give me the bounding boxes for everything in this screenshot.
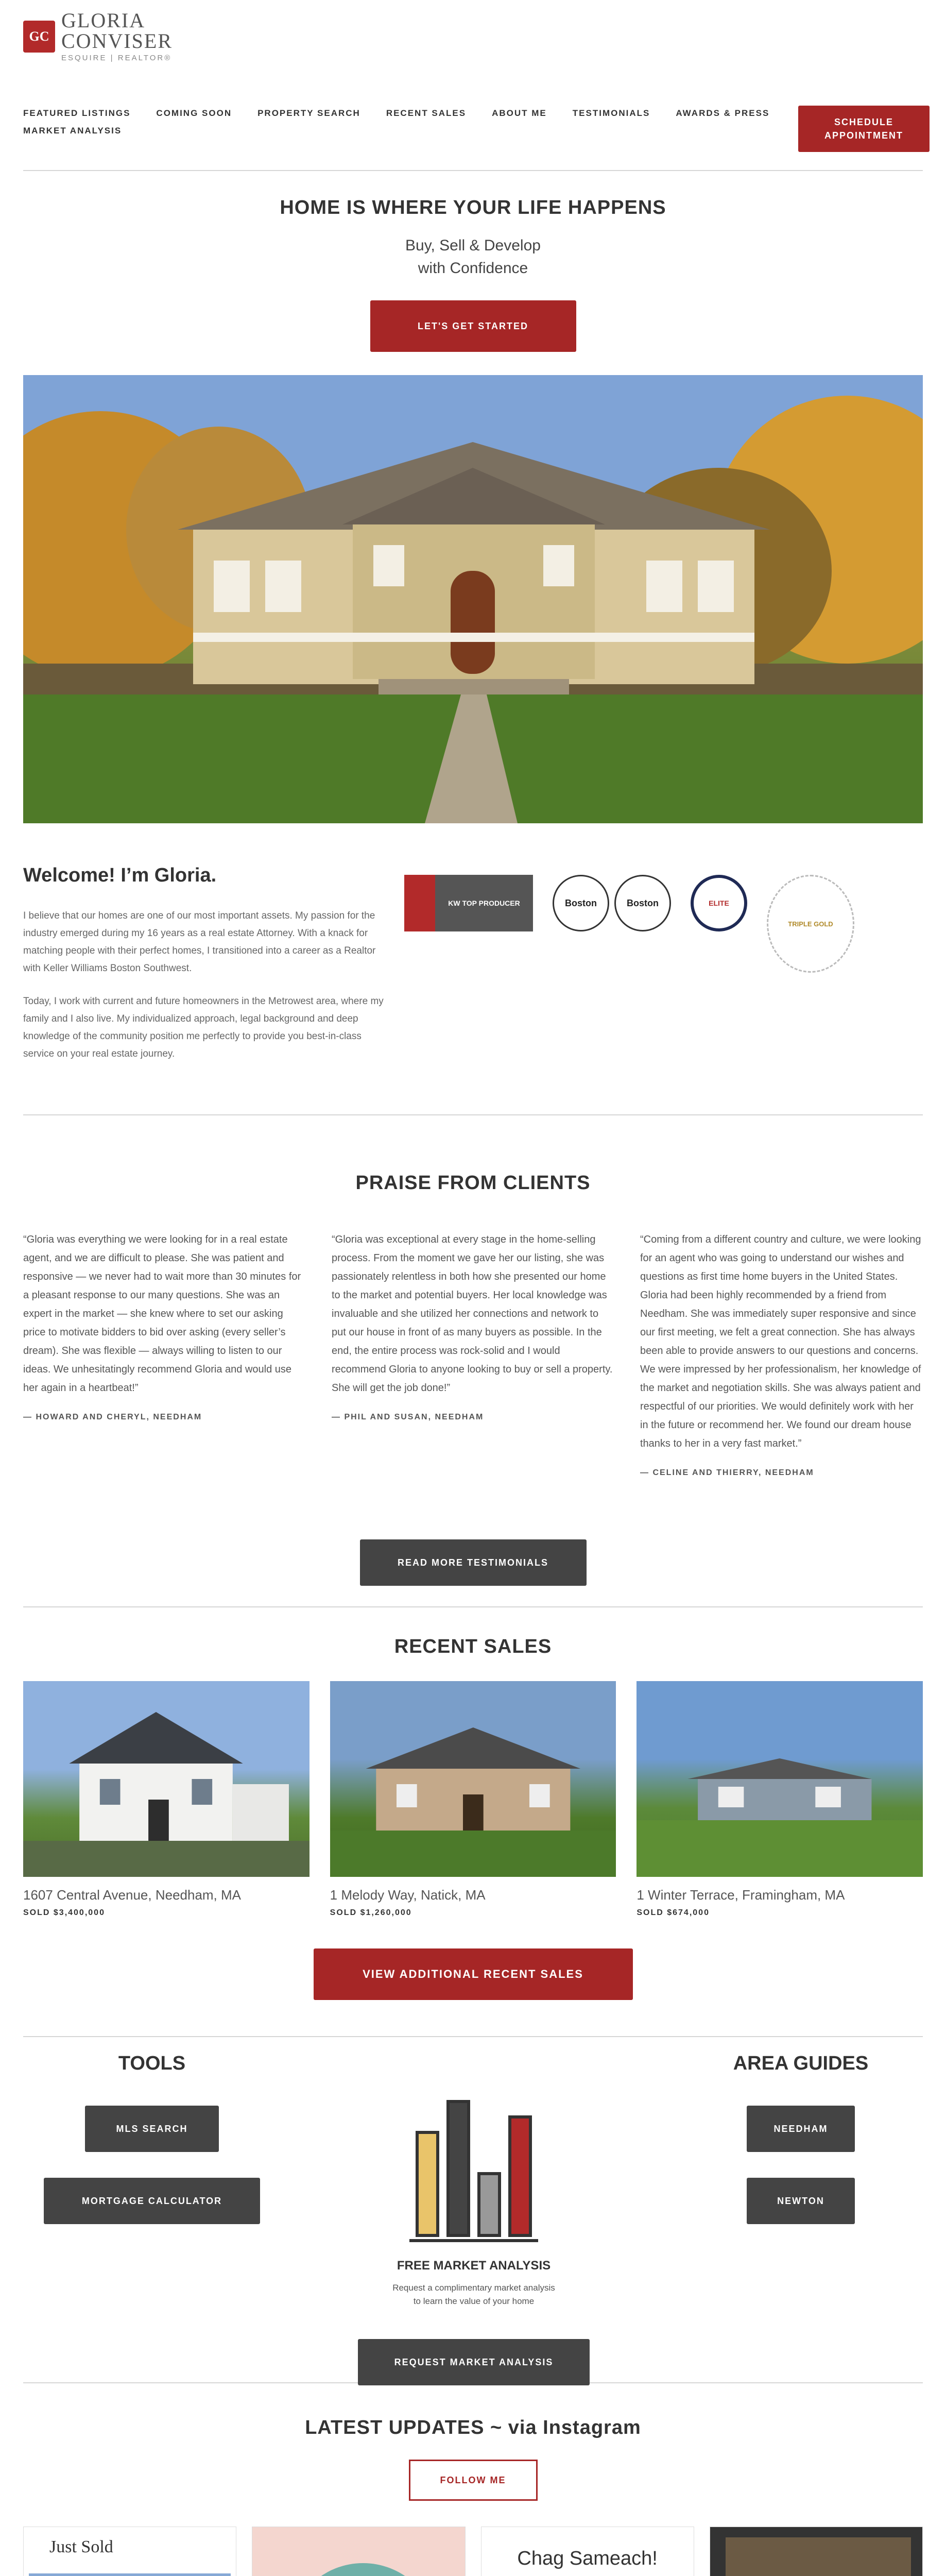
view-recent-sales-button[interactable]: VIEW ADDITIONAL RECENT SALES: [314, 1948, 633, 2000]
market-analysis-title: FREE MARKET ANALYSIS: [397, 2259, 551, 2273]
post-text: Just Sold: [49, 2537, 113, 2556]
logo-line2: CONVISER: [61, 29, 173, 53]
logo-line3: ESQUIRE | REALTOR®: [61, 54, 172, 62]
praise-title: PRAISE FROM CLIENTS: [355, 1172, 591, 1194]
sale-card[interactable]: [330, 1681, 616, 1918]
hero-subtitle: [0, 234, 946, 280]
logo-mark: GC: [23, 21, 55, 53]
sale-price: SOLD $3,400,000: [23, 1908, 105, 1917]
testimonial-3: [640, 1230, 923, 1478]
kw-badge: KW TOP PRODUCER: [404, 875, 533, 931]
welcome-section: [23, 865, 923, 1078]
site-logo[interactable]: [23, 10, 173, 62]
boston-badge-2: Boston: [614, 875, 671, 931]
read-more-testimonials-button[interactable]: READ MORE TESTIMONIALS: [360, 1539, 587, 1586]
post-text: [288, 2563, 438, 2576]
logo-text: [61, 10, 173, 62]
testimonial-text: “Gloria was exceptional at every stage in the home-selling process. From the moment we gave her our listing, she was passionately relentless in both how she presented our home to the market and potential buyers. Her local knowledge was invaluable and she utilized her connections and network to put our house in front of as many buyers as possible. In the end, the entire process was rock-solid and I would recommend Gloria to anyone looking to buy or sell a property. She will get the job done!”: [332, 1234, 613, 1394]
testimonial-author: — HOWARD AND CHERYL, NEEDHAM: [23, 1413, 202, 1421]
sale-image: [330, 1681, 616, 1877]
testimonial-author: — PHIL AND SUSAN, NEEDHAM: [332, 1413, 484, 1421]
sale-address: 1 Melody Way, Natick, MA: [330, 1887, 486, 1903]
house-photo: [23, 1681, 309, 1877]
area-guides-title: AREA GUIDES: [733, 2053, 869, 2074]
house-illustration: [23, 375, 923, 823]
instagram-post[interactable]: [252, 2527, 465, 2576]
house-photo: [637, 1681, 923, 1877]
mortgage-calculator-button[interactable]: MORTGAGE CALCULATOR: [44, 2178, 260, 2224]
instagram-grid: [23, 2527, 923, 2576]
nav-testimonials[interactable]: TESTIMONIALS: [572, 108, 650, 118]
sale-price: SOLD $1,260,000: [330, 1908, 412, 1917]
testimonials: [23, 1230, 923, 1478]
tools-section: [23, 2037, 923, 2382]
instagram-post[interactable]: [710, 2527, 923, 2576]
site-header: [0, 0, 946, 170]
schedule-appointment-button[interactable]: SCHEDULE APPOINTMENT: [798, 106, 930, 152]
post-photo: [29, 2573, 231, 2576]
main-nav: [23, 108, 811, 136]
nav-property-search[interactable]: PROPERTY SEARCH: [257, 108, 360, 118]
market-analysis-line2: to learn the value of your home: [413, 2296, 535, 2306]
hero-subtitle-line1: Buy, Sell & Develop: [405, 237, 541, 254]
sale-address: 1607 Central Avenue, Needham, MA: [23, 1887, 242, 1903]
divider: [23, 1114, 923, 1115]
welcome-heading: Welcome! I’m Gloria.: [23, 865, 217, 886]
testimonial-author: — CELINE AND THIERRY, NEEDHAM: [640, 1468, 814, 1477]
divider: [23, 170, 923, 171]
nav-awards-press[interactable]: AWARDS & PRESS: [676, 108, 770, 118]
sale-image: [637, 1681, 923, 1877]
hero-title: HOME IS WHERE YOUR LIFE HAPPENS: [280, 197, 666, 218]
get-started-button[interactable]: LET'S GET STARTED: [370, 300, 576, 352]
house-photo: [330, 1681, 616, 1877]
testimonial-2: [332, 1230, 614, 1478]
logo-line1: GLORIA: [61, 9, 146, 32]
triple-gold-badge: TRIPLE GOLD: [767, 875, 854, 973]
nav-market-analysis[interactable]: MARKET ANALYSIS: [23, 126, 122, 135]
instagram-title: LATEST UPDATES ~ via Instagram: [305, 2417, 641, 2438]
sale-price: SOLD $674,000: [637, 1908, 710, 1917]
welcome-paragraph-1: I believe that our homes are one of our most important assets. My passion for the industry emerged during my 16 years as a real estate Attorney. With a knack for matching people with their perfect homes, I transitioned into a career as a Realtor with Keller Williams Boston Southwest.: [23, 910, 376, 974]
sale-card[interactable]: [23, 1681, 309, 1918]
needham-guide-button[interactable]: NEEDHAM: [747, 2106, 855, 2152]
recent-sales-title: RECENT SALES: [394, 1636, 552, 1657]
testimonial-text: “Gloria was everything we were looking for in a real estate agent, and we are difficult to please. She was patient and responsive — we never had to wait more than 30 minutes for a pleasant response to our many questions. She was an expert in the market — she knew where to set our asking price to motivate bidders to bid over asking (every seller’s dream). She was flexible — always willing to listen to our ideas. We unhesitatingly recommend Gloria and would use her again in a heartbeat!”: [23, 1234, 301, 1394]
recent-sales-list: [23, 1681, 923, 1918]
market-analysis-icon: [407, 2096, 541, 2246]
testimonial-text: “Coming from a different country and culture, we were looking for an agent who was going to understand our wishes and questions as first time home buyers in the United States. Gloria had been highly recommended by a friend from Needham. She was immediately super responsive and since our first meeting, we felt a great connection. She has always been able to provide answers to our questions and concerns. We were impressed by her professionalism, her knowledge of the market and negotiation skills. She was always patient and respectful of our priorities. We would definitely work with her in the future or recommend her. We found our dream house thanks to her in a very fast market.”: [640, 1234, 921, 1449]
hero-subtitle-line2: with Confidence: [418, 260, 528, 277]
divider: [23, 1606, 923, 1607]
instagram-post[interactable]: [23, 2527, 236, 2576]
post-photo: [726, 2537, 911, 2576]
instagram-post[interactable]: [481, 2527, 694, 2576]
nav-about-me[interactable]: ABOUT ME: [492, 108, 547, 118]
nav-recent-sales[interactable]: RECENT SALES: [386, 108, 467, 118]
tools-title: TOOLS: [118, 2053, 186, 2074]
sale-address: 1 Winter Terrace, Framingham, MA: [637, 1887, 845, 1903]
welcome-paragraph-2: Today, I work with current and future homeowners in the Metrowest area, where my family and I also live. My individualized approach, legal background and deep knowledge of the community position me perfectly to provide you best-in-class service on your real estate journey.: [23, 996, 384, 1059]
request-market-analysis-button[interactable]: REQUEST MARKET ANALYSIS: [358, 2339, 590, 2385]
follow-me-button[interactable]: FOLLOW ME: [409, 2460, 538, 2501]
mls-search-button[interactable]: MLS SEARCH: [85, 2106, 219, 2152]
market-analysis-text: [332, 2281, 615, 2308]
elite-badge: ELITE: [691, 875, 747, 931]
testimonial-1: [23, 1230, 306, 1478]
boston-badge-1: Boston: [553, 875, 609, 931]
market-analysis-line1: Request a complimentary market analysis: [392, 2283, 555, 2293]
award-badges: [404, 865, 923, 1078]
newton-guide-button[interactable]: NEWTON: [747, 2178, 855, 2224]
nav-featured-listings[interactable]: FEATURED LISTINGS: [23, 108, 131, 118]
nav-coming-soon[interactable]: COMING SOON: [156, 108, 232, 118]
post-text: Chag Sameach!: [517, 2548, 658, 2569]
sale-card[interactable]: [637, 1681, 923, 1918]
hero-house-image: [23, 375, 923, 823]
sale-image: [23, 1681, 309, 1877]
